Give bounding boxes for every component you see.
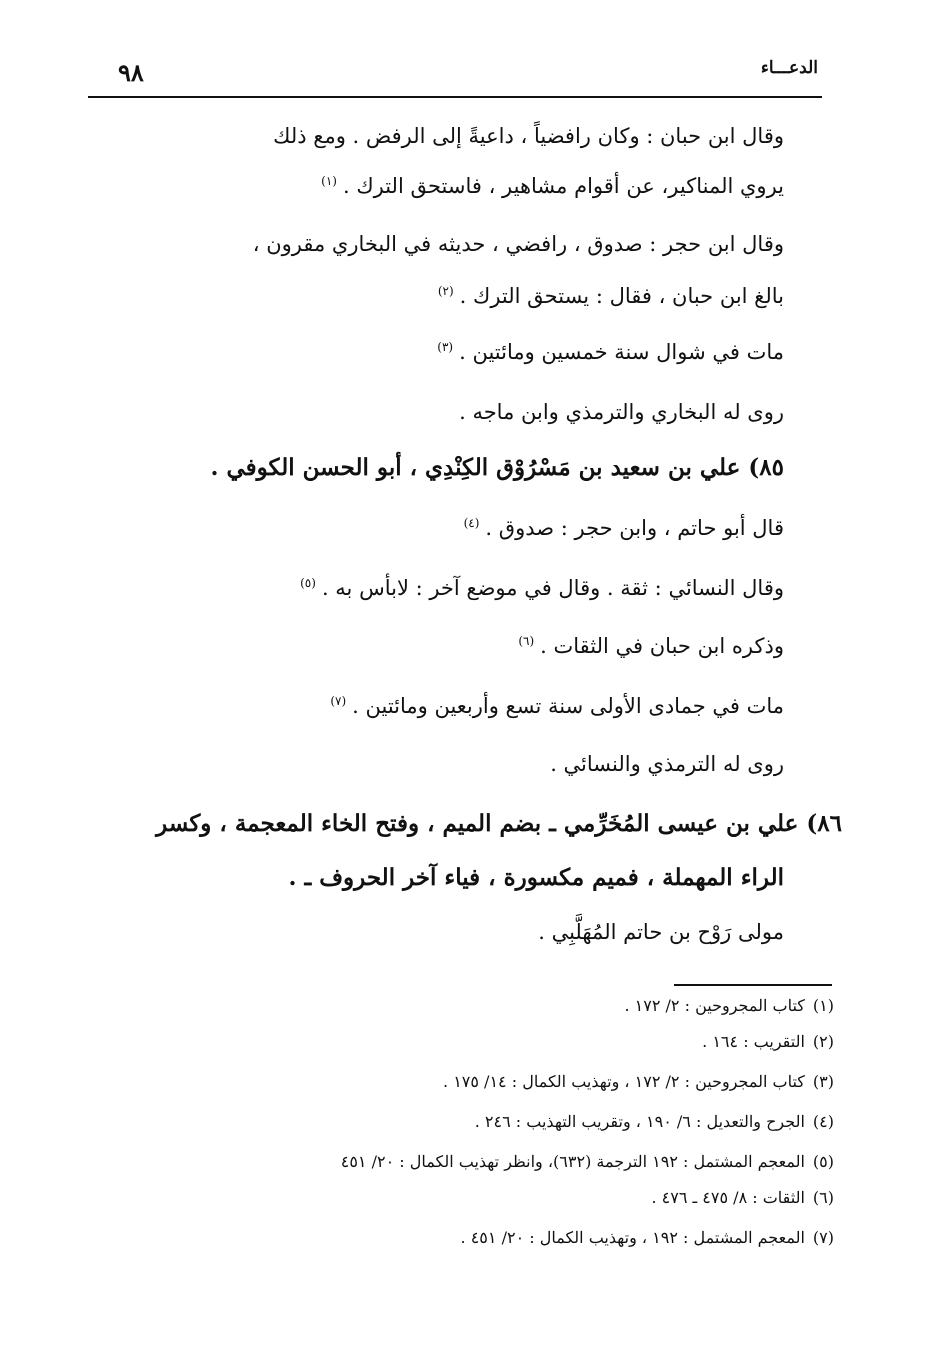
entry-heading-86-cont: الراء المهملة ، فميم مكسورة ، فياء آخر الحروف ـ .	[288, 864, 784, 891]
footnote: (٢)التقريب : ١٦٤ .	[702, 1032, 834, 1051]
footnote-ref: (١)	[321, 174, 337, 188]
footnote: (٤)الجرح والتعديل : ٦/ ١٩٠ ، وتقريب التهذيب : ٢٤٦ .	[474, 1112, 834, 1131]
text-line: قال أبو حاتم ، وابن حجر : صدوق .$^{(٤)}$	[463, 516, 784, 540]
page-number: ٩٨	[118, 58, 144, 87]
running-header-title: الدعـــاء	[760, 58, 818, 78]
entry-heading-85: ٨٥) علي بن سعيد بن مَسْرُوْق الكِنْدِي ، أبو الحسن الكوفي .	[210, 454, 784, 481]
text-line: مات في شوال سنة خمسين ومائتين .$^{(٣)}$	[437, 340, 784, 364]
text-line: بالغ ابن حبان ، فقال : يستحق الترك .$^{(٢)}$	[437, 284, 784, 308]
footnote-ref: (٥)	[300, 576, 316, 590]
text-line: مولى رَوْح بن حاتم المُهَلَّبِي .	[538, 920, 784, 944]
footnote-ref: (٢)	[437, 284, 454, 298]
text-line: وذكره ابن حبان في الثقات .$^{(٦)}$	[518, 634, 784, 658]
header-rule	[88, 96, 822, 98]
text-line: يروي المناكير، عن أقوام مشاهير ، فاستحق الترك .$^{(١)}$	[321, 174, 784, 198]
footnote-ref: (٦)	[518, 634, 535, 648]
footnote-ref: (٣)	[437, 340, 454, 354]
text-line: وقال ابن حبان : وكان رافضياً ، داعيةً إلى الرفض . ومع ذلك	[273, 124, 784, 148]
footnote-ref: (٤)	[463, 516, 480, 530]
footnote: (٧)المعجم المشتمل : ١٩٢ ، وتهذيب الكمال : ٢٠/ ٤٥١ .	[460, 1228, 834, 1247]
footnote: (١)كتاب المجروحين : ٢/ ١٧٢ .	[624, 996, 834, 1015]
footnote: (٥)المعجم المشتمل : ١٩٢ الترجمة (٦٣٢)، وانظر تهذيب الكمال : ٢٠/ ٤٥١	[340, 1152, 834, 1171]
text-line: مات في جمادى الأولى سنة تسع وأربعين ومائتين .$^{(٧)}$	[330, 694, 784, 718]
footnote-rule	[674, 984, 832, 986]
footnote-ref: (٧)	[330, 694, 347, 708]
entry-heading-86: ٨٦) علي بن عيسى المُخَرِّمي ـ بضم الميم ، وفتح الخاء المعجمة ، وكسر	[156, 810, 842, 837]
text-line: وقال النسائي : ثقة . وقال في موضع آخر : لابأس به .$^{(٥)}$	[300, 576, 784, 600]
text-line: روى له الترمذي والنسائي .	[550, 752, 784, 776]
footnote: (٦)الثقات : ٨/ ٤٧٥ ـ ٤٧٦ .	[651, 1188, 834, 1207]
text-line: روى له البخاري والترمذي وابن ماجه .	[459, 400, 784, 424]
text-line: وقال ابن حجر : صدوق ، رافضي ، حديثه في البخاري مقرون ،	[252, 232, 784, 256]
footnote: (٣)كتاب المجروحين : ٢/ ١٧٢ ، وتهذيب الكمال : ١٤/ ١٧٥ .	[443, 1072, 834, 1091]
